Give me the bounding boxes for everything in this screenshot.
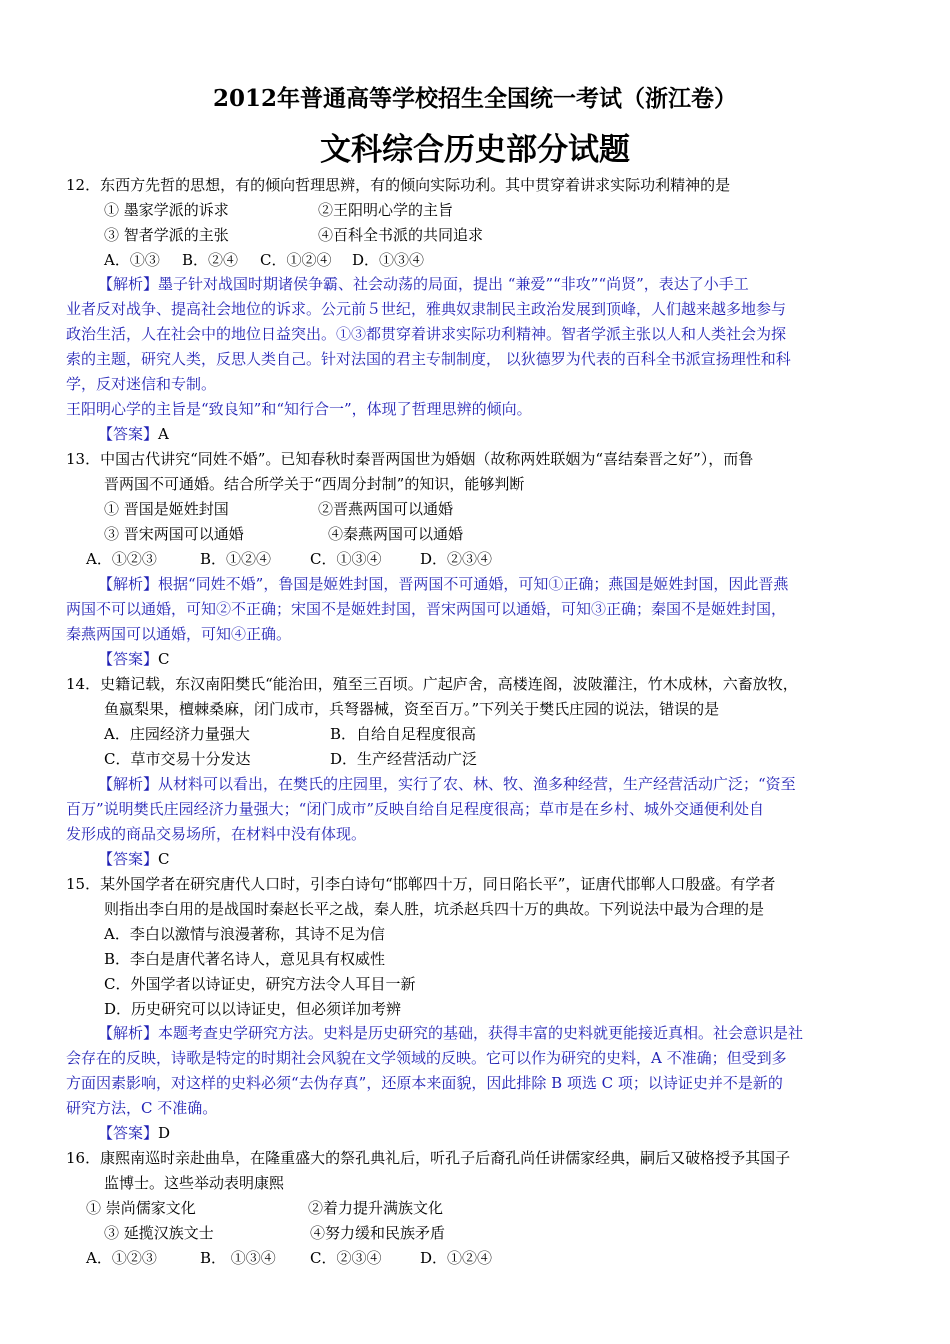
answer-tag: 【答案】 — [98, 850, 159, 868]
q12-item-4: ④百科全书派的共同追求 — [318, 226, 484, 244]
q16-item-2: ②着力提升满族文化 — [308, 1199, 444, 1217]
q15-analysis-line-2: 会存在的反映，诗歌是特定的时期社会风貌在文学领域的反映。它可以作为研究的史料，A 不准确；但受到多 — [66, 1049, 787, 1067]
q14-option-a: A．庄园经济力量强大 — [104, 725, 250, 743]
q16-item-4: ④努力缓和民族矛盾 — [310, 1224, 446, 1242]
q13-item-4: ④秦燕两国可以通婚 — [328, 525, 464, 543]
q12-analysis-line-6: 王阳明心学的主旨是“致良知”和“知行合一”，体现了哲理思辨的倾向。 — [66, 400, 532, 418]
q12-choice-c: C．①②④ — [260, 251, 332, 269]
q16-choice-c: C．②③④ — [310, 1249, 382, 1267]
q12-analysis-line-4: 索的主题，研究人类，反思人类自己。针对法国的君主专制制度， 以狄德罗为代表的百科全书派宣扬理性和科 — [66, 350, 791, 368]
q13-analysis-line-3: 秦燕两国可以通婚，可知④正确。 — [66, 625, 292, 643]
q12-analysis-line-5: 学，反对迷信和专制。 — [66, 375, 217, 393]
q13-analysis-line-1: 【解析】根据“同姓不婚”，鲁国是姬姓封国，晋两国不可通婚，可知①正确；燕国是姬姓封国，因此晋燕 — [98, 575, 789, 593]
q13-stem-line-1: 13．中国古代讲究“同姓不婚”。已知春秋时秦晋两国世为婚姻（故称两姓联姻为“喜结秦晋之好”），而鲁 — [66, 450, 754, 468]
q12-analysis-line-3: 政治生活，人在社会中的地位日益突出。①③都贯穿着讲求实际功利精神。智者学派主张以人和人类社会为探 — [66, 325, 787, 343]
q16-choice-d: D．①②④ — [420, 1249, 493, 1267]
q15-analysis-line-1: 【解析】本题考查史学研究方法。史料是历史研究的基础，获得丰富的史料就更能接近真相。社会意识是社 — [98, 1024, 804, 1042]
q14-option-b: B．自给自足程度很高 — [330, 725, 477, 743]
q12-choice-b: B．②④ — [182, 251, 239, 269]
q15-option-a: A．李白以激情与浪漫著称，其诗不足为信 — [104, 925, 385, 943]
q16-choice-b: B． ①③④ — [200, 1249, 276, 1267]
q15-stem-line-2: 则指出李白用的是战国时秦赵长平之战，秦人胜，坑杀赵兵四十万的典故。下列说法中最为合理的是 — [104, 900, 765, 918]
answer-value: C — [158, 650, 170, 668]
q14-answer — [98, 847, 170, 872]
q16-choice-a: A．①②③ — [86, 1249, 157, 1267]
answer-value: D — [158, 1124, 171, 1142]
q15-analysis-line-3: 方面因素影响，对这样的史料必须“去伪存真”，还原本来面貌，因此排除 B 项选 C 项；以诗证史并不是新的 — [66, 1074, 783, 1092]
q14-option-c: C．草市交易十分发达 — [104, 750, 251, 768]
q15-option-b: B．李白是唐代著名诗人，意见具有权威性 — [104, 950, 386, 968]
q15-option-d: D．历史研究可以以诗证史，但必须详加考辨 — [104, 1000, 402, 1018]
q16-stem-line-1: 16．康熙南巡时亲赴曲阜，在隆重盛大的祭孔典礼后，听孔子后裔孔尚任讲儒家经典，嗣后又破格授予其国子 — [66, 1149, 791, 1167]
answer-tag: 【答案】 — [98, 1124, 159, 1142]
q12-choice-a: A．①③ — [104, 251, 160, 269]
q16-stem-line-2: 监博士。这些举动表明康熙 — [104, 1174, 285, 1192]
q13-answer — [98, 647, 170, 672]
exam-title: 2012年普通高等学校招生全国统一考试（浙江卷） — [212, 85, 737, 112]
q12-choice-d: D．①③④ — [352, 251, 425, 269]
answer-tag: 【答案】 — [98, 425, 159, 443]
q14-analysis-line-3: 发形成的商品交易场所，在材料中没有体现。 — [66, 825, 367, 843]
q13-item-1: ① 晋国是姬姓封国 — [104, 500, 229, 518]
q14-option-d: D．生产经营活动广泛 — [330, 750, 478, 768]
q16-item-3: ③ 延揽汉族文士 — [104, 1224, 214, 1242]
q14-analysis-line-1: 【解析】从材料可以看出，在樊氏的庄园里，实行了农、林、牧、渔多种经营，生产经营活动广泛；“资至 — [98, 775, 796, 793]
q12-analysis-line-2: 业者反对战争、提高社会地位的诉求。公元前５世纪，雅典奴隶制民主政治发展到顶峰，人们越来越多地参与 — [66, 300, 787, 318]
q13-analysis-line-2: 两国不可以通婚，可知②不正确；宋国不是姬姓封国，晋宋两国可以通婚，可知③正确；秦国不是姬姓封国， — [66, 600, 787, 618]
q13-item-3: ③ 晋宋两国可以通婚 — [104, 525, 244, 543]
answer-value: A — [158, 425, 169, 443]
q13-choice-a: A．①②③ — [86, 550, 157, 568]
q15-analysis-line-4: 研究方法，C 不准确。 — [66, 1099, 218, 1117]
q12-item-1: ① 墨家学派的诉求 — [104, 201, 229, 219]
q15-answer — [98, 1121, 170, 1146]
q15-option-c: C．外国学者以诗证史，研究方法令人耳目一新 — [104, 975, 416, 993]
answer-tag: 【答案】 — [98, 650, 159, 668]
q13-choice-b: B．①②④ — [200, 550, 272, 568]
q16-item-1: ① 崇尚儒家文化 — [86, 1199, 196, 1217]
q14-stem-line-2: 鱼嬴梨果，檀棘桑麻，闭门成市，兵弩器械，资至百万。”下列关于樊氏庄园的说法，错误的是 — [104, 700, 720, 718]
q12-analysis-line-1: 【解析】墨子针对战国时期诸侯争霸、社会动荡的局面，提出 “兼爱”“非攻”“尚贤”，表达了小手工 — [98, 275, 749, 293]
q14-analysis-line-2: 百万”说明樊氏庄园经济力量强大；“闭门成市”反映自给自足程度很高；草市是在乡村、城外交通便利处自 — [66, 800, 765, 818]
answer-value: C — [158, 850, 170, 868]
q12-item-2: ②王阳明心学的主旨 — [318, 201, 454, 219]
q13-item-2: ②晋燕两国可以通婚 — [318, 500, 454, 518]
q13-choice-d: D．②③④ — [420, 550, 493, 568]
q13-stem-line-2: 晋两国不可通婚。结合所学关于“西周分封制”的知识，能够判断 — [104, 475, 525, 493]
q13-choice-c: C．①③④ — [310, 550, 382, 568]
q12-stem-line-1: 12．东西方先哲的思想，有的倾向哲理思辨，有的倾向实际功利。其中贯穿着讲求实际功利精神的是 — [66, 176, 731, 194]
exam-subtitle: 文科综合历史部分试题 — [320, 132, 630, 168]
q12-item-3: ③ 智者学派的主张 — [104, 226, 229, 244]
q14-stem-line-1: 14．史籍记载，东汉南阳樊氏“能治田，殖至三百顷。广起庐舍，高楼连阁，波陂灌注，竹木成林，六畜放牧， — [66, 675, 798, 693]
q12-answer — [98, 422, 169, 447]
q15-stem-line-1: 15．某外国学者在研究唐代人口时，引李白诗句“邯郸四十万，同日陷长平”，证唐代邯郸人口殷盛。有学者 — [66, 875, 776, 893]
